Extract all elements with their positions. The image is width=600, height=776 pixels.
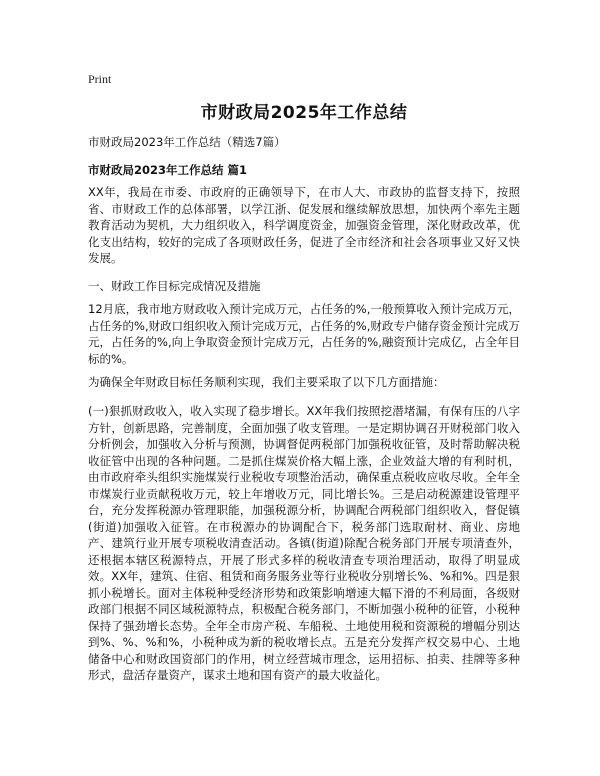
- print-link[interactable]: Print: [88, 72, 112, 86]
- paragraph-intro: XX年，我局在市委、市政府的正确领导下，在市人大、市政协的监督支持下，按照省、市财政工作的总体部署，以学江浙、促发展和继续解放思想，加快两个率先主题教育活动为契机，大力组织收入，科学调度资金，加强资金管理，深化财政改革，优化支出结构，较好的完成了各项财政任务，促进了全市经济和社会各项事业又好又快发展。: [88, 185, 520, 265]
- page-title: 市财政局2025年工作总结: [200, 103, 408, 123]
- section-title: 市财政局2023年工作总结 篇1: [88, 163, 248, 177]
- document-subtitle: 市财政局2023年工作总结（精选7篇）: [88, 135, 286, 149]
- paragraph-revenue: (一)狠抓财政收入，收入实现了稳步增长。XX年我们按照挖潜堵漏，有保有压的八字方针，创新思路，完善制度，全面加强了收支管理。一是定期协调召开财税部门收入分析例会，加强收入分析与预测，协调督促两税部门加强税收征管，及时帮助解决税收征管中出现的各种问题。二是抓住煤炭价格大幅上涨，企业效益大增的有利时机，由市政府牵头组织实施煤炭行业税收专项整治活动，确保重点税收应收尽收。全年全市煤炭行业贡献税收万元，较上年增收万元，同比增长%。三是启动税源建设管理平台，充分发挥税源办管理职能，加强税源分析，协调配合两税部门组织收入，督促镇(街道)加强收入征管。在市税源办的协调配合下，税务部门选取耐材、商业、房地产、建筑行业开展专项税收清查活动。各镇(街道)除配合税务部门开展专项清查外，还根据本辖区税源特点，开展了形式多样的税收清查专项治理活动，取得了明显成效。XX年，建筑、住宿、租赁和商务服务业等行业税收分别增长%、%和%。四是狠抓小税增长。面对主体税种受经济形势和政策影响增速大幅下滑的不利局面，各级财政部门根据不同区域税源特点，积极配合税务部门，不断加强小税种的征管，小税种保持了强劲增长态势。全年全市房产税、车船税、土地使用税和资源税的增幅分别达到%、%、%和%，小税种成为新的税收增长点。五是充分发挥产权交易中心、土地储备中心和财政国资部门的作用，树立经营城市理念，运用招标、拍卖、挂牌等多种形式，盘活存量资产，谋求土地和国有资产的最大收益化。: [88, 404, 520, 682]
- heading-targets: 一、财政工作目标完成情况及措施: [88, 279, 261, 293]
- paragraph-targets: 12月底，我市地方财政收入预计完成万元，占任务的%,一般预算收入预计完成万元，占任务的%,财政口组织收入预计完成万元，占任务的%,财政专户储存资金预计完成万元，占任务的%,向上争取资金预计完成万元，占任务的%,融资预计完成亿，占全年目标的%。: [88, 302, 520, 366]
- paragraph-measures-intro: 为确保全年财政目标任务顺利实现，我们主要采取了以下几方面措施：: [88, 375, 445, 389]
